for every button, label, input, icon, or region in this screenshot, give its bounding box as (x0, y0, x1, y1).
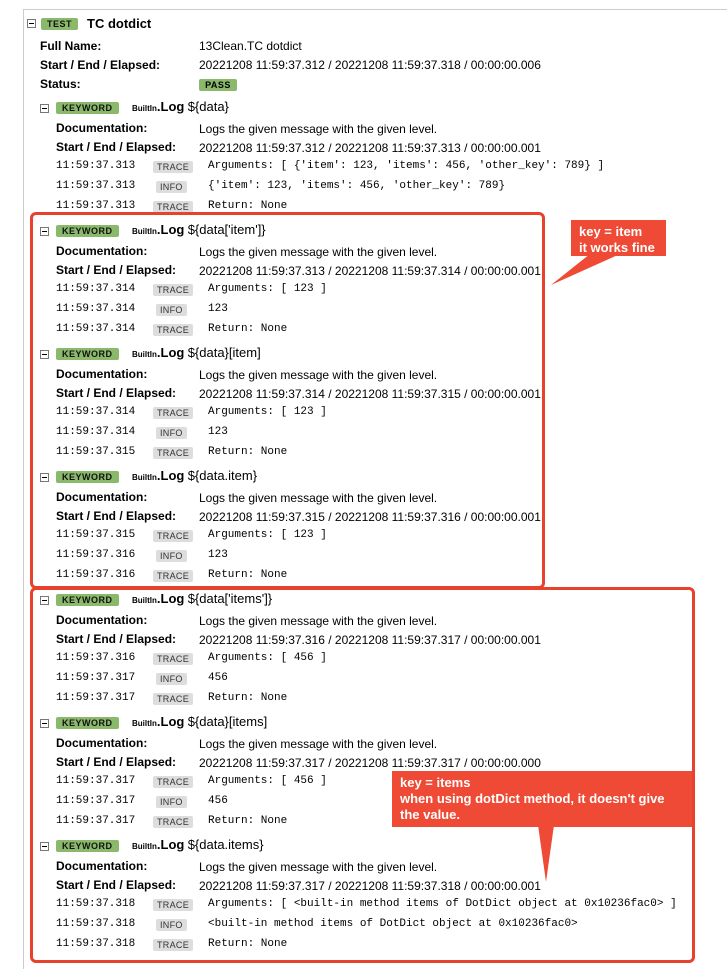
keyword-times-label: Start / End / Elapsed: (56, 140, 177, 154)
documentation-label: Documentation: (56, 490, 148, 504)
message-text: 123 (208, 303, 228, 315)
message-level-badge: TRACE (153, 816, 193, 828)
message-level-badge: INFO (156, 304, 187, 316)
status-badge: PASS (199, 79, 237, 91)
documentation-label: Documentation: (56, 736, 148, 750)
keyword-argument: ${data} (187, 99, 229, 114)
callout-item-line-2: it works fine (579, 240, 655, 255)
message-level-badge: INFO (156, 796, 187, 808)
documentation-value: Logs the given message with the given level. (199, 860, 438, 874)
documentation-value: Logs the given message with the given level. (199, 737, 438, 751)
callout-2-pointer (530, 820, 570, 885)
message-time: 11:59:37.314 (56, 426, 136, 438)
message-time: 11:59:37.318 (56, 898, 136, 910)
keyword-times-label: Start / End / Elapsed: (56, 263, 177, 277)
message-level-badge: TRACE (153, 161, 193, 173)
keyword-times-value: 20221208 11:59:37.314 / 20221208 11:59:37.315 / 00:00:00.001 (199, 387, 541, 401)
message-time: 11:59:37.316 (56, 652, 136, 664)
documentation-value: Logs the given message with the given level. (199, 491, 438, 505)
keyword-dot: . (156, 222, 161, 237)
test-times-label: Start / End / Elapsed: (40, 58, 161, 72)
message-time: 11:59:37.317 (56, 672, 136, 684)
message-text: Return: None (208, 569, 288, 581)
message-time: 11:59:37.317 (56, 775, 136, 787)
message-text: Arguments: [ <built-in method items of DotDict object at 0x10236fac0> ] (208, 898, 677, 910)
message-level-badge: TRACE (153, 939, 193, 951)
keyword-name: Log (160, 99, 185, 114)
keyword-argument: ${data['item']} (187, 222, 266, 237)
message-level-badge: TRACE (153, 447, 193, 459)
message-level-badge: TRACE (153, 653, 193, 665)
message-time: 11:59:37.318 (56, 918, 136, 930)
keyword-times-label: Start / End / Elapsed: (56, 878, 177, 892)
message-text: Return: None (208, 692, 288, 704)
keyword-times-label: Start / End / Elapsed: (56, 509, 177, 523)
keyword-dot: . (156, 345, 161, 360)
message-level-badge: TRACE (153, 530, 193, 542)
keyword-times-value: 20221208 11:59:37.317 / 20221208 11:59:37.318 / 00:00:00.001 (199, 879, 541, 893)
documentation-label: Documentation: (56, 859, 148, 873)
message-time: 11:59:37.316 (56, 569, 136, 581)
callout-items (392, 771, 692, 827)
message-level-badge: INFO (156, 181, 187, 193)
message-level-badge: TRACE (153, 570, 193, 582)
documentation-label: Documentation: (56, 367, 148, 381)
message-level-badge: INFO (156, 919, 187, 931)
message-text: <built-in method items of DotDict object at 0x10236fac0> (208, 918, 578, 930)
callout-items-line-2: when using dotDict method, it doesn't give (400, 791, 665, 806)
message-text: Arguments: [ 123 ] (208, 283, 327, 295)
documentation-value: Logs the given message with the given level. (199, 122, 438, 136)
test-tag: TEST (41, 18, 78, 30)
keyword-argument: ${data['items']} (187, 591, 273, 606)
message-level-badge: TRACE (153, 776, 193, 788)
callout-item (571, 220, 666, 256)
keyword-times-value: 20221208 11:59:37.316 / 20221208 11:59:37.317 / 00:00:00.001 (199, 633, 541, 647)
message-time: 11:59:37.318 (56, 938, 136, 950)
message-text: Arguments: [ 123 ] (208, 529, 327, 541)
message-text: Return: None (208, 815, 288, 827)
keyword-argument: ${data}[item] (187, 345, 261, 360)
message-time: 11:59:37.314 (56, 323, 136, 335)
keyword-collapse-toggle[interactable] (40, 104, 49, 113)
message-text: 123 (208, 549, 228, 561)
documentation-value: Logs the given message with the given level. (199, 368, 438, 382)
message-text: 456 (208, 672, 228, 684)
keyword-name: Log (160, 591, 185, 606)
message-text: Return: None (208, 446, 288, 458)
full-name-label: Full Name: (40, 39, 102, 53)
keyword-times-label: Start / End / Elapsed: (56, 632, 177, 646)
documentation-label: Documentation: (56, 244, 148, 258)
message-text: Arguments: [ {'item': 123, 'items': 456, 'other_key': 789} ] (208, 160, 605, 172)
keyword-argument: ${data.item} (187, 468, 258, 483)
keyword-dot: . (156, 99, 161, 114)
message-time: 11:59:37.314 (56, 406, 136, 418)
keyword-library: BuiltIn (132, 719, 157, 728)
keyword-times-value: 20221208 11:59:37.317 / 20221208 11:59:37.317 / 00:00:00.000 (199, 756, 541, 770)
documentation-label: Documentation: (56, 613, 148, 627)
message-text: 456 (208, 795, 228, 807)
message-level-badge: INFO (156, 550, 187, 562)
keyword-library: BuiltIn (132, 596, 157, 605)
documentation-value: Logs the given message with the given level. (199, 245, 438, 259)
callout-item-line-1: key = item (579, 224, 643, 239)
message-time: 11:59:37.316 (56, 549, 136, 561)
message-time: 11:59:37.315 (56, 446, 136, 458)
keyword-dot: . (156, 468, 161, 483)
message-time: 11:59:37.317 (56, 795, 136, 807)
keyword-argument: ${data}[items] (187, 714, 268, 729)
keyword-tag: KEYWORD (56, 348, 119, 360)
keyword-times-value: 20221208 11:59:37.313 / 20221208 11:59:37.314 / 00:00:00.001 (199, 264, 541, 278)
keyword-times-value: 20221208 11:59:37.312 / 20221208 11:59:37.313 / 00:00:00.001 (199, 141, 541, 155)
message-text: Arguments: [ 456 ] (208, 652, 327, 664)
keyword-tag: KEYWORD (56, 225, 119, 237)
message-text: Return: None (208, 200, 288, 212)
keyword-name: Log (160, 837, 185, 852)
message-level-badge: INFO (156, 673, 187, 685)
status-label: Status: (40, 77, 81, 91)
message-level-badge: TRACE (153, 201, 193, 213)
keyword-argument: ${data.items} (187, 837, 264, 852)
keyword-library: BuiltIn (132, 104, 157, 113)
test-times-value: 20221208 11:59:37.312 / 20221208 11:59:37.318 / 00:00:00.006 (199, 58, 541, 72)
message-text: Arguments: [ 456 ] (208, 775, 327, 787)
full-name-value: 13Clean.TC dotdict (199, 39, 302, 53)
keyword-tag: KEYWORD (56, 717, 119, 729)
keyword-tag: KEYWORD (56, 840, 119, 852)
test-collapse-toggle[interactable] (27, 19, 36, 28)
keyword-times-label: Start / End / Elapsed: (56, 755, 177, 769)
message-time: 11:59:37.313 (56, 160, 136, 172)
keyword-header (132, 99, 229, 114)
message-text: Return: None (208, 323, 288, 335)
message-time: 11:59:37.313 (56, 200, 136, 212)
keyword-library: BuiltIn (132, 227, 157, 236)
message-level-badge: TRACE (153, 284, 193, 296)
keyword-name: Log (160, 714, 185, 729)
callout-items-line-3: the value. (400, 807, 460, 822)
documentation-value: Logs the given message with the given level. (199, 614, 438, 628)
message-time: 11:59:37.313 (56, 180, 136, 192)
keyword-library: BuiltIn (132, 842, 157, 851)
keyword-name: Log (160, 222, 185, 237)
highlight-box-item (30, 212, 545, 589)
message-level-badge: INFO (156, 427, 187, 439)
keyword-times-label: Start / End / Elapsed: (56, 386, 177, 400)
callout-items-line-1: key = items (400, 775, 471, 790)
keyword-tag: KEYWORD (56, 102, 119, 114)
keyword-name: Log (160, 468, 185, 483)
message-level-badge: TRACE (153, 324, 193, 336)
keyword-library: BuiltIn (132, 473, 157, 482)
message-text: Arguments: [ 123 ] (208, 406, 327, 418)
message-level-badge: TRACE (153, 899, 193, 911)
message-time: 11:59:37.314 (56, 283, 136, 295)
message-time: 11:59:37.314 (56, 303, 136, 315)
keyword-dot: . (156, 837, 161, 852)
message-level-badge: TRACE (153, 407, 193, 419)
message-time: 11:59:37.317 (56, 815, 136, 827)
message-text: {'item': 123, 'items': 456, 'other_key': 789} (208, 180, 506, 192)
keyword-tag: KEYWORD (56, 594, 119, 606)
message-time: 11:59:37.315 (56, 529, 136, 541)
keyword-dot: . (156, 591, 161, 606)
message-time: 11:59:37.317 (56, 692, 136, 704)
test-name: TC dotdict (87, 16, 152, 31)
documentation-label: Documentation: (56, 121, 148, 135)
keyword-tag: KEYWORD (56, 471, 119, 483)
message-text: 123 (208, 426, 228, 438)
message-text: Return: None (208, 938, 288, 950)
message-level-badge: TRACE (153, 693, 193, 705)
keyword-library: BuiltIn (132, 350, 157, 359)
keyword-times-value: 20221208 11:59:37.315 / 20221208 11:59:37.316 / 00:00:00.001 (199, 510, 541, 524)
keyword-dot: . (156, 714, 161, 729)
keyword-name: Log (160, 345, 185, 360)
